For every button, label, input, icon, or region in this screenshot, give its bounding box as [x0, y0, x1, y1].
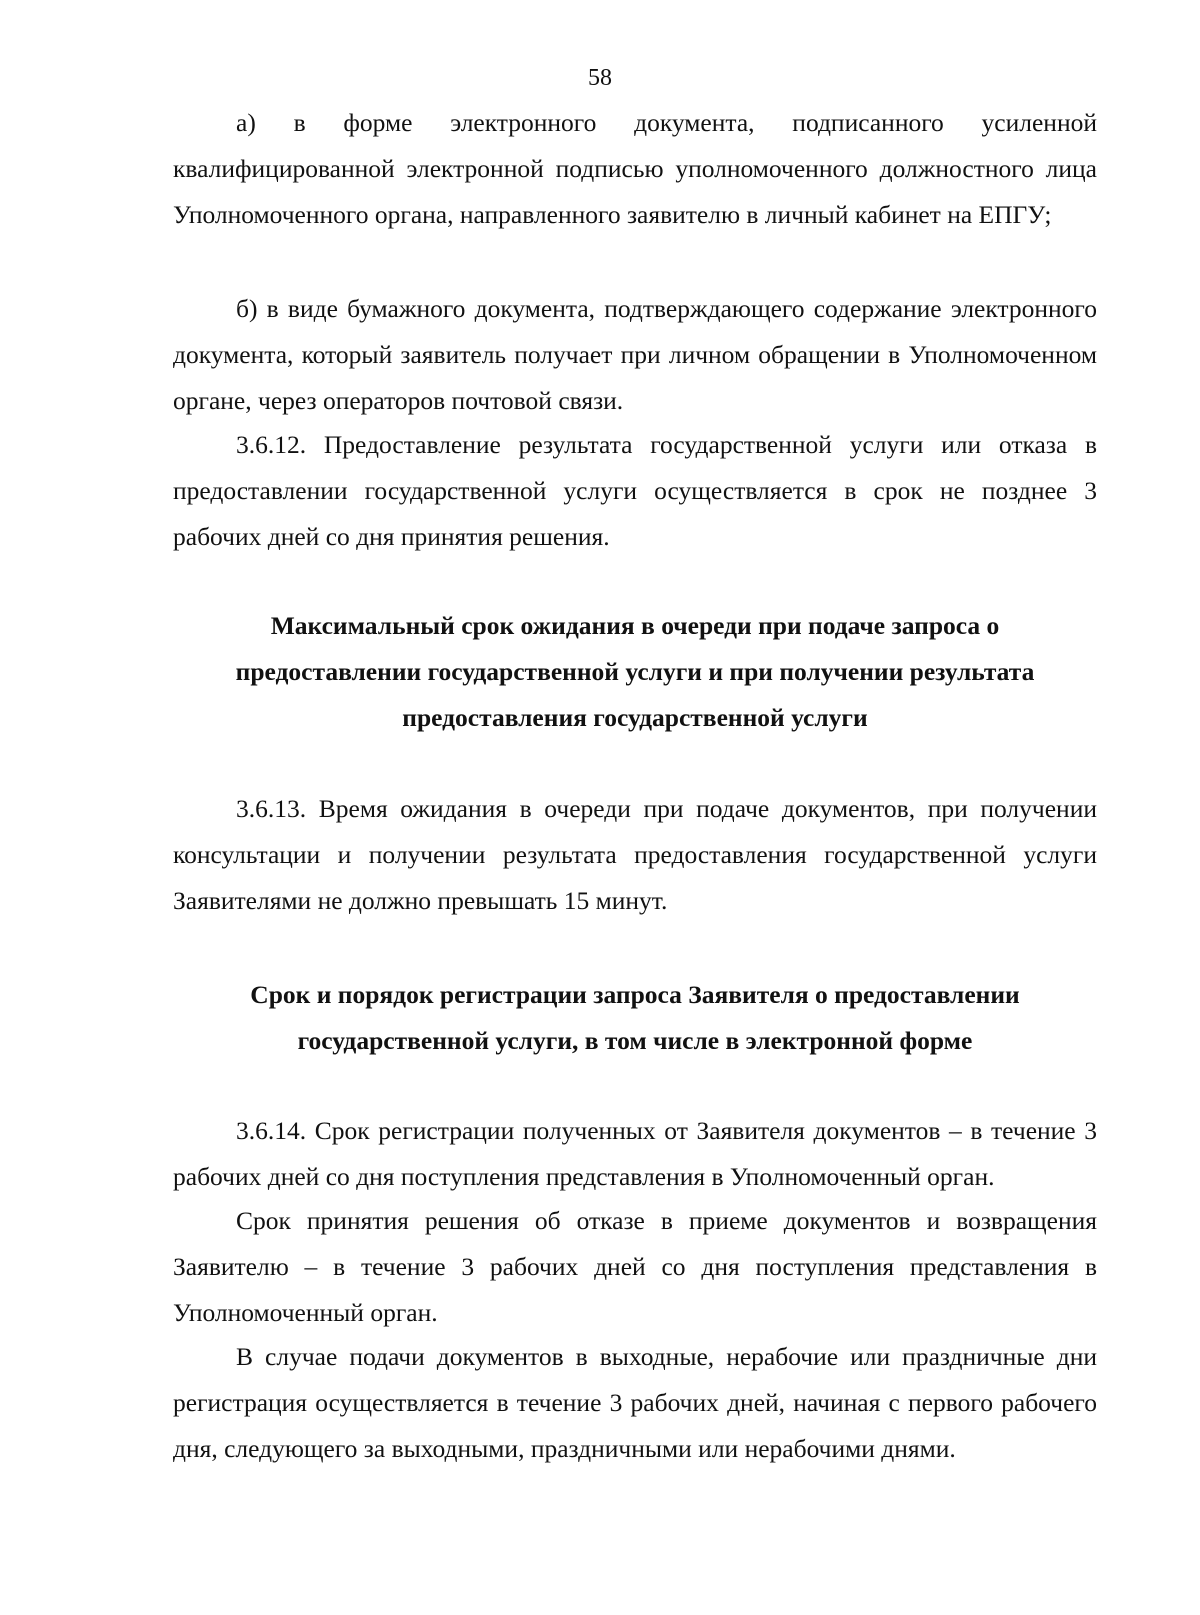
paragraph-3-6-13 — [173, 786, 1097, 924]
paragraph-text: а) в форме электронного документа, подписанного усиленной квалифицированной электронной подписью уполномоченного должностного лица Уполномоченного органа, направленного заявителю в личный кабинет на ЕПГУ; — [173, 108, 1097, 229]
paragraph-refusal-term — [173, 1198, 1097, 1336]
page-number: 58 — [588, 65, 612, 91]
heading-text: Максимальный срок ожидания в очереди при подаче запроса о предоставлении государственной услуги и при получении результата предоставления государственной услуги — [235, 611, 1035, 732]
heading-text: Срок и порядок регистрации запроса Заявителя о предоставлении государственной услуги, в том числе в электронной форме — [250, 980, 1020, 1055]
paragraph-text: б) в виде бумажного документа, подтверждающего содержание электронного документа, который заявитель получает при личном обращении в Уполномоченном органе, через операторов почтовой связи. — [173, 294, 1097, 415]
paragraph-3-6-12 — [173, 422, 1097, 560]
paragraph-3-6-14 — [173, 1108, 1097, 1200]
paragraph-item-a — [173, 100, 1097, 238]
paragraph-text: В случае подачи документов в выходные, нерабочие или праздничные дни регистрация осуществляется в течение 3 рабочих дней, начиная с первого рабочего дня, следующего за выходными, праздничными или нерабочими днями. — [173, 1342, 1097, 1463]
paragraph-text: 3.6.14. Срок регистрации полученных от Заявителя документов – в течение 3 рабочих дней со дня поступления представления в Уполномоченный орган. — [173, 1116, 1097, 1191]
paragraph-text: Срок принятия решения об отказе в приеме документов и возвращения Заявителю – в течение 3 рабочих дней со дня поступления представления в Уполномоченный орган. — [173, 1206, 1097, 1327]
paragraph-holiday-registration — [173, 1334, 1097, 1472]
paragraph-text: 3.6.12. Предоставление результата государственной услуги или отказа в предоставлении государственной услуги осуществляется в срок не позднее 3 рабочих дней со дня принятия решения. — [173, 430, 1097, 551]
section-heading-registration — [205, 972, 1065, 1064]
paragraph-text: 3.6.13. Время ожидания в очереди при подаче документов, при получении консультации и получении результата предоставления государственной услуги Заявителями не должно превышать 15 минут. — [173, 794, 1097, 915]
section-heading-queue-wait — [205, 603, 1065, 741]
paragraph-item-b — [173, 286, 1097, 424]
